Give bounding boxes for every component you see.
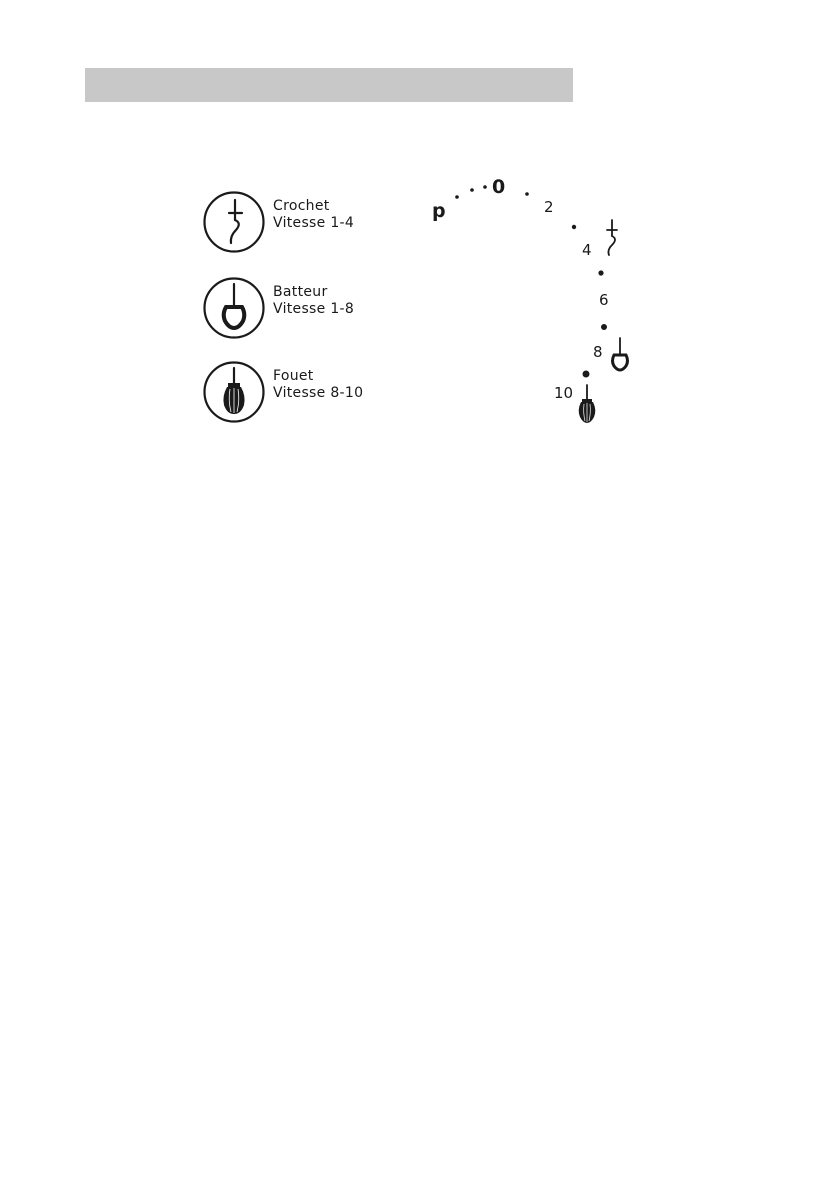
speed-dial xyxy=(420,170,660,440)
attachment-speed: Vitesse 8-10 xyxy=(273,385,364,401)
whisk-icon xyxy=(579,385,596,423)
attachment-speed: Vitesse 1-8 xyxy=(273,301,355,317)
dial-label-6: 6 xyxy=(599,291,609,309)
attachment-name: Crochet xyxy=(273,198,330,214)
section-header-bar xyxy=(85,68,573,102)
legend-item-fouet xyxy=(202,360,422,424)
legend-item-batteur xyxy=(202,276,422,340)
dial-dot xyxy=(483,185,487,189)
whisk-icon xyxy=(202,360,266,424)
legend-text xyxy=(273,368,363,402)
dial-dot xyxy=(601,324,607,330)
dial-label-4: 4 xyxy=(582,241,592,259)
dial-label-2: 2 xyxy=(544,198,554,216)
beater-icon xyxy=(613,338,628,370)
legend-item-crochet xyxy=(202,190,422,254)
beater-icon xyxy=(202,276,266,340)
dough-hook-icon xyxy=(202,190,266,254)
legend-text xyxy=(273,284,354,318)
attachment-speed: Vitesse 1-4 xyxy=(273,215,355,231)
dial-dot xyxy=(455,195,459,199)
dial-dot xyxy=(583,371,590,378)
legend-text xyxy=(273,198,354,232)
dial-dot xyxy=(598,270,603,275)
dial-dot xyxy=(525,192,529,196)
dough-hook-icon xyxy=(607,220,617,255)
dial-label-10: 10 xyxy=(554,384,574,402)
attachment-name: Fouet xyxy=(273,368,314,384)
dial-dot xyxy=(572,225,576,229)
dial-label-p: p xyxy=(432,200,446,222)
dial-dot xyxy=(470,188,474,192)
dial-label-8: 8 xyxy=(593,343,603,361)
attachment-name: Batteur xyxy=(273,284,328,300)
dial-label-0: 0 xyxy=(492,176,506,198)
